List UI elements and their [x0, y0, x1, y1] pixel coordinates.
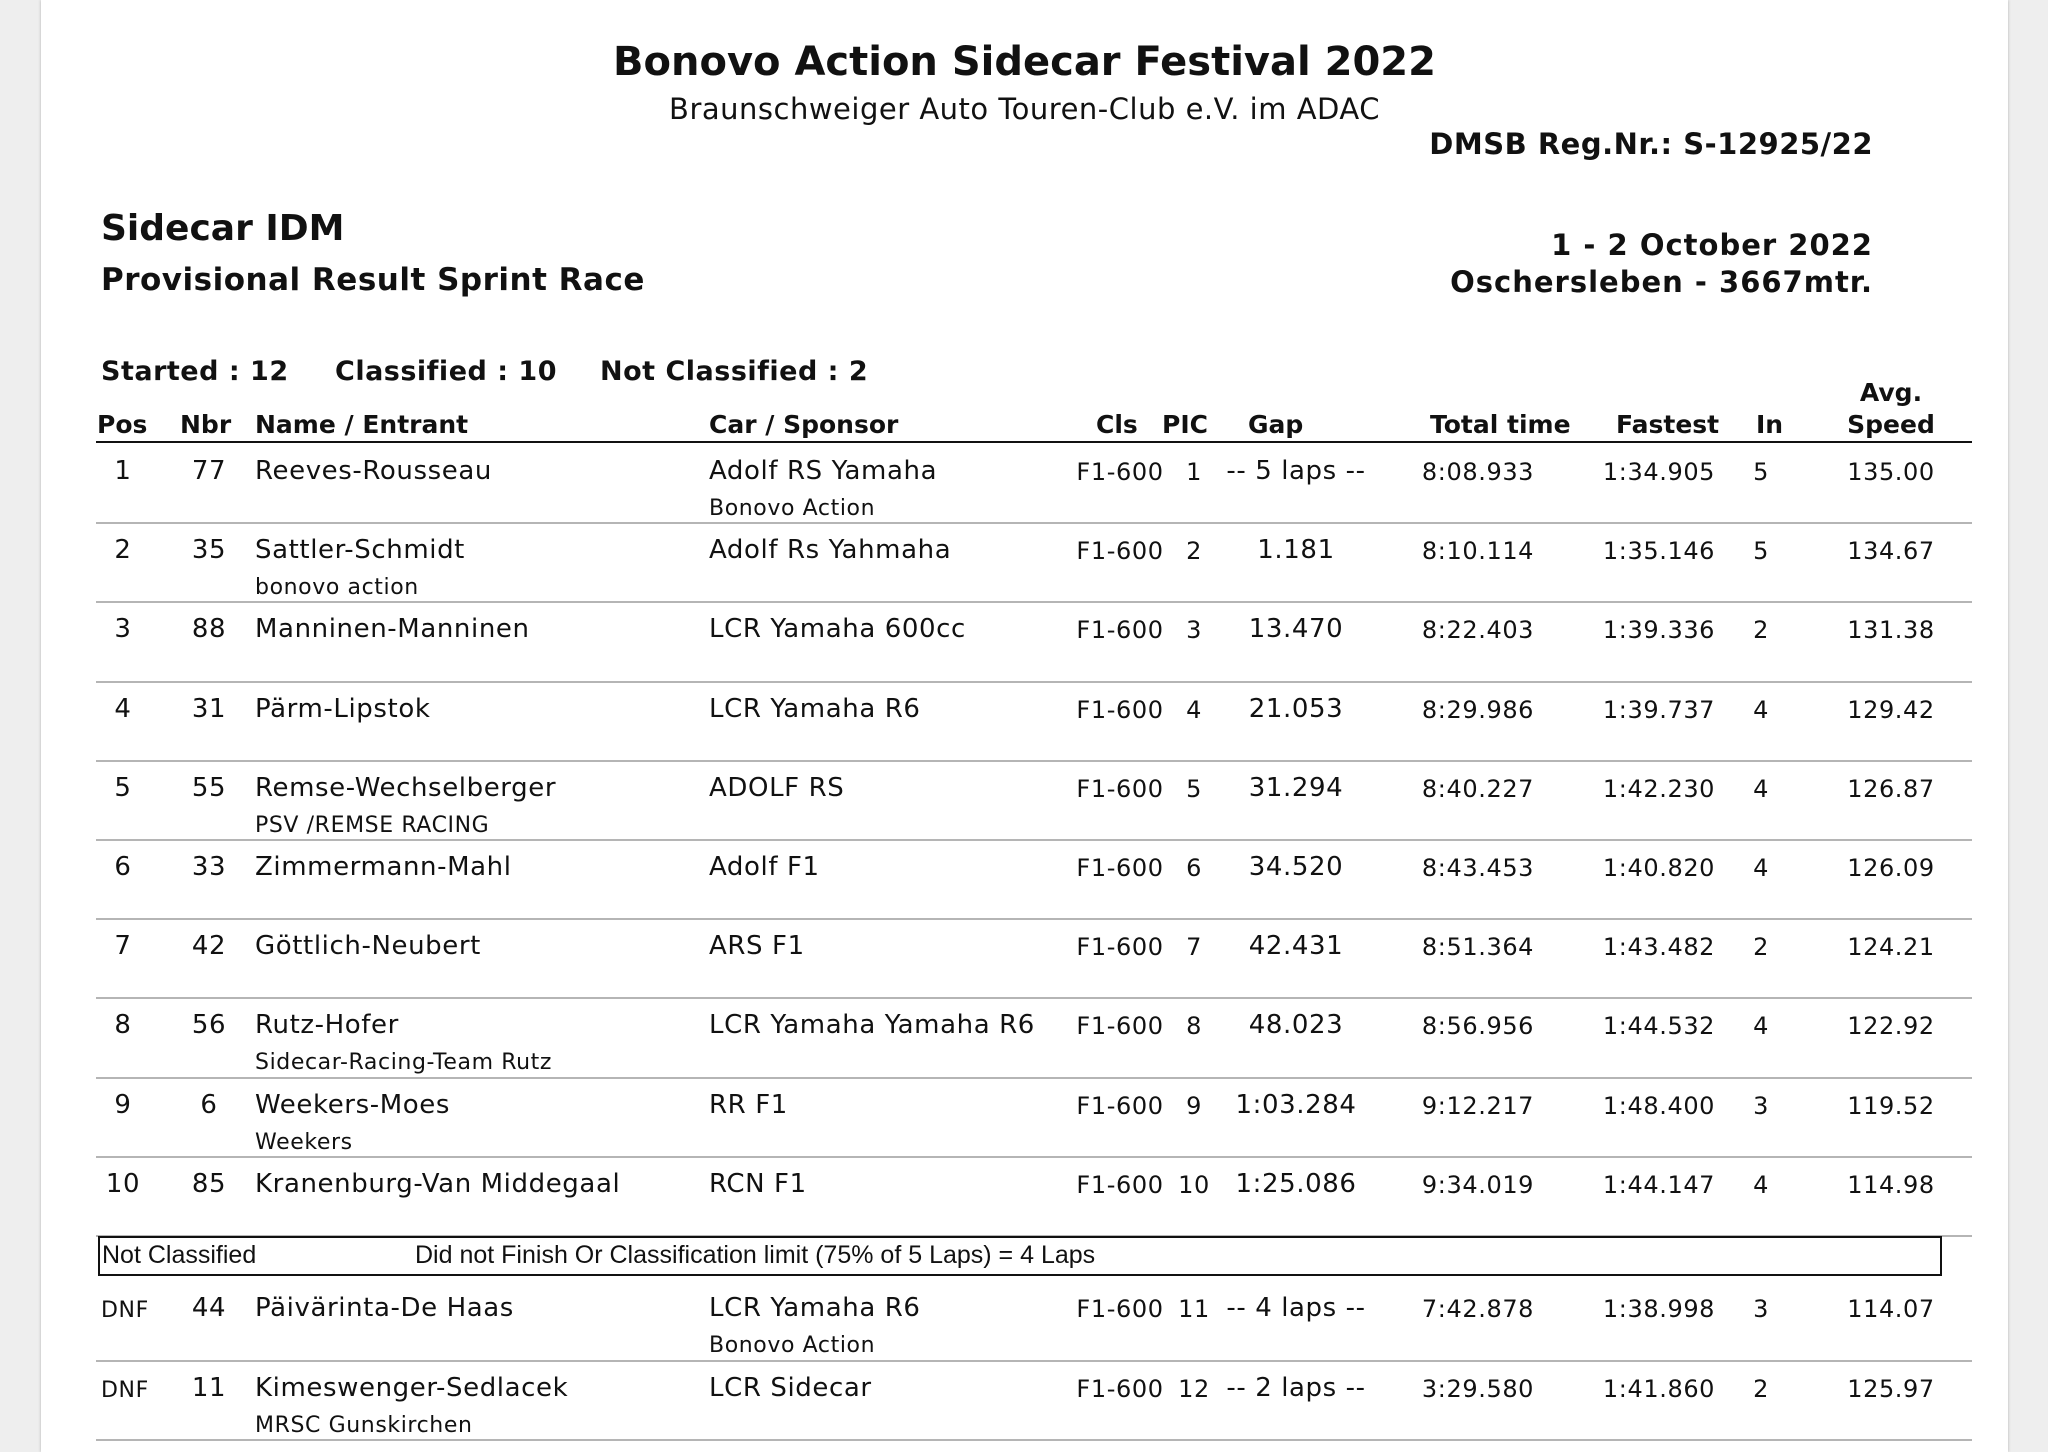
fastest-lap-cell: 1:40.820 [1602, 854, 1716, 882]
number-cell: 44 [191, 1293, 227, 1323]
car-cell: LCR Yamaha 600cc [709, 614, 966, 645]
entrant-cell: Weekers [255, 1129, 353, 1155]
gap-cell: -- 4 laps -- [1226, 1293, 1366, 1323]
name-cell: Remse-Wechselberger [255, 772, 557, 803]
entrant-cell: Sidecar-Racing-Team Rutz [255, 1050, 553, 1076]
fastest-in-lap-cell: 4 [1753, 854, 1769, 882]
entrant-cell: bonovo action [255, 575, 419, 601]
pic-cell: 12 [1178, 1374, 1210, 1403]
name-cell: Weekers-Moes [255, 1089, 451, 1120]
table-row [41, 603, 2008, 682]
car-cell: RCN F1 [709, 1168, 807, 1199]
avg-speed-cell: 131.38 [1847, 616, 1935, 645]
avg-speed-cell: 126.87 [1847, 774, 1935, 803]
position-cell: 2 [114, 535, 132, 566]
car-cell: ADOLF RS [709, 772, 845, 803]
name-cell: Göttlich-Neubert [255, 931, 481, 962]
class-cell: F1-600 [1076, 1295, 1164, 1323]
table-row [41, 445, 2008, 524]
header-car: Car / Sponsor [709, 410, 899, 439]
table-row [41, 920, 2008, 999]
fastest-in-lap-cell: 2 [1753, 616, 1769, 645]
header-in: In [1756, 410, 1784, 439]
event-date: 1 - 2 October 2022 [1551, 228, 1873, 262]
total-time-cell: 8:40.227 [1421, 774, 1535, 803]
table-row [41, 1362, 2008, 1442]
class-cell: F1-600 [1076, 695, 1164, 724]
gap-cell: 21.053 [1248, 693, 1344, 724]
position-cell: 4 [114, 693, 132, 724]
number-cell: 6 [200, 1089, 218, 1120]
fastest-in-lap-cell: 3 [1753, 1295, 1769, 1323]
avg-speed-cell: 114.07 [1847, 1295, 1935, 1323]
position-cell: 6 [114, 852, 132, 882]
fastest-lap-cell: 1:44.147 [1602, 1170, 1716, 1199]
car-cell: Adolf Rs Yahmaha [709, 535, 952, 566]
class-cell: F1-600 [1076, 537, 1164, 566]
car-cell: LCR Yamaha Yamaha R6 [709, 1010, 1035, 1041]
pic-cell: 10 [1178, 1170, 1210, 1199]
fastest-lap-cell: 1:42.230 [1602, 774, 1716, 803]
fastest-lap-cell: 1:39.737 [1602, 695, 1716, 724]
fastest-lap-cell: 1:34.905 [1602, 458, 1716, 486]
header-rule [96, 441, 1972, 443]
number-cell: 88 [191, 614, 227, 645]
table-row [41, 1158, 2008, 1237]
car-cell: LCR Yamaha R6 [709, 693, 921, 724]
pic-cell: 7 [1186, 933, 1202, 962]
registration-number: DMSB Reg.Nr.: S-12925/22 [1429, 127, 1873, 161]
header-nbr: Nbr [180, 410, 232, 439]
header-pic: PIC [1162, 410, 1208, 439]
fastest-in-lap-cell: 4 [1753, 695, 1769, 724]
sponsor-cell: Bonovo Action [709, 1333, 876, 1358]
position-cell: 8 [114, 1010, 132, 1041]
total-time-cell: 8:22.403 [1421, 616, 1535, 645]
number-cell: 42 [191, 931, 227, 962]
header-pos: Pos [97, 410, 148, 439]
pic-cell: 9 [1186, 1091, 1202, 1120]
header-name: Name / Entrant [255, 410, 469, 439]
gap-cell: 13.470 [1248, 614, 1344, 645]
class-cell: F1-600 [1076, 854, 1164, 882]
position-cell: 5 [114, 772, 132, 803]
pic-cell: 5 [1186, 774, 1202, 803]
number-cell: 11 [191, 1372, 227, 1403]
car-cell: LCR Yamaha R6 [709, 1293, 921, 1323]
position-cell: 3 [114, 614, 132, 645]
header-speed: Speed [1847, 410, 1935, 439]
table-row [41, 999, 2008, 1078]
entrant-cell: MRSC Gunskirchen [255, 1412, 473, 1438]
class-cell: F1-600 [1076, 1374, 1164, 1403]
pic-cell: 4 [1186, 695, 1202, 724]
row-divider [96, 1439, 1972, 1441]
entrant-cell: PSV /REMSE RACING [255, 812, 490, 838]
fastest-lap-cell: 1:39.336 [1602, 616, 1716, 645]
number-cell: 35 [191, 535, 227, 566]
name-cell: Päivärinta-De Haas [255, 1293, 514, 1323]
class-cell: F1-600 [1076, 933, 1164, 962]
class-cell: F1-600 [1076, 616, 1164, 645]
number-cell: 33 [191, 852, 227, 882]
header-total-time: Total time [1430, 410, 1571, 439]
table-row [41, 1079, 2008, 1158]
total-time-cell: 7:42.878 [1421, 1295, 1535, 1323]
avg-speed-cell: 129.42 [1847, 695, 1935, 724]
total-time-cell: 9:34.019 [1421, 1170, 1535, 1199]
total-time-cell: 3:29.580 [1421, 1374, 1535, 1403]
position-cell: 9 [114, 1089, 132, 1120]
car-cell: Adolf RS Yamaha [709, 456, 938, 486]
result-title: Provisional Result Sprint Race [101, 262, 645, 298]
name-cell: Zimmermann-Mahl [255, 852, 512, 882]
table-row [41, 1282, 2008, 1362]
total-time-cell: 8:56.956 [1421, 1012, 1535, 1041]
series-title: Sidecar IDM [101, 208, 345, 249]
not-classified-label: Not Classified [102, 1241, 257, 1269]
total-time-cell: 8:29.986 [1421, 695, 1535, 724]
started-count: Started : 12 [101, 356, 289, 387]
name-cell: Reeves-Rousseau [255, 456, 492, 486]
gap-cell: 1:25.086 [1235, 1168, 1357, 1199]
name-cell: Manninen-Manninen [255, 614, 530, 645]
number-cell: 55 [191, 772, 227, 803]
fastest-in-lap-cell: 4 [1753, 1170, 1769, 1199]
header-avg: Avg. [1859, 378, 1923, 407]
gap-cell: 34.520 [1248, 852, 1344, 882]
event-venue: Oschersleben - 3667mtr. [1450, 265, 1873, 299]
event-title: Bonovo Action Sidecar Festival 2022 [613, 39, 1436, 85]
car-cell: Adolf F1 [709, 852, 820, 882]
avg-speed-cell: 119.52 [1847, 1091, 1935, 1120]
position-cell: 10 [105, 1168, 141, 1199]
name-cell: Rutz-Hofer [255, 1010, 399, 1041]
table-row [41, 524, 2008, 603]
name-cell: Sattler-Schmidt [255, 535, 465, 566]
pic-cell: 11 [1178, 1295, 1210, 1323]
avg-speed-cell: 122.92 [1847, 1012, 1935, 1041]
results-page [41, 0, 2008, 1452]
classified-count: Classified : 10 [335, 356, 557, 387]
pic-cell: 2 [1186, 537, 1202, 566]
class-cell: F1-600 [1076, 774, 1164, 803]
not-classified-box [98, 1236, 1942, 1276]
position-cell: DNF [101, 1298, 149, 1323]
table-row [41, 762, 2008, 841]
header-gap: Gap [1248, 410, 1304, 439]
organizer: Braunschweiger Auto Touren-Club e.V. im ADAC [669, 92, 1380, 126]
gap-cell: -- 5 laps -- [1226, 456, 1366, 486]
car-cell: LCR Sidecar [709, 1372, 872, 1403]
fastest-in-lap-cell: 4 [1753, 774, 1769, 803]
number-cell: 31 [191, 693, 227, 724]
gap-cell: 1:03.284 [1235, 1089, 1357, 1120]
car-cell: RR F1 [709, 1089, 788, 1120]
fastest-in-lap-cell: 2 [1753, 1374, 1769, 1403]
fastest-in-lap-cell: 5 [1753, 537, 1769, 566]
class-cell: F1-600 [1076, 458, 1164, 486]
fastest-lap-cell: 1:35.146 [1602, 537, 1716, 566]
pic-cell: 3 [1186, 616, 1202, 645]
table-row [41, 841, 2008, 920]
class-cell: F1-600 [1076, 1091, 1164, 1120]
table-row [41, 683, 2008, 762]
total-time-cell: 8:10.114 [1421, 537, 1535, 566]
avg-speed-cell: 124.21 [1847, 933, 1935, 962]
gap-cell: 42.431 [1248, 931, 1344, 962]
class-cell: F1-600 [1076, 1170, 1164, 1199]
sponsor-cell: Bonovo Action [709, 496, 876, 521]
number-cell: 85 [191, 1168, 227, 1199]
avg-speed-cell: 134.67 [1847, 537, 1935, 566]
fastest-lap-cell: 1:44.532 [1602, 1012, 1716, 1041]
gap-cell: -- 2 laps -- [1226, 1372, 1366, 1403]
car-cell: ARS F1 [709, 931, 805, 962]
total-time-cell: 8:43.453 [1421, 854, 1535, 882]
fastest-in-lap-cell: 3 [1753, 1091, 1769, 1120]
fastest-lap-cell: 1:48.400 [1602, 1091, 1716, 1120]
classification-limit-note: Did not Finish Or Classification limit (75% of 5 Laps) = 4 Laps [415, 1241, 1096, 1269]
avg-speed-cell: 125.97 [1847, 1374, 1935, 1403]
total-time-cell: 9:12.217 [1421, 1091, 1535, 1120]
gap-cell: 1.181 [1257, 535, 1335, 566]
avg-speed-cell: 114.98 [1847, 1170, 1935, 1199]
number-cell: 77 [191, 456, 227, 486]
fastest-in-lap-cell: 4 [1753, 1012, 1769, 1041]
name-cell: Pärm-Lipstok [255, 693, 431, 724]
fastest-in-lap-cell: 5 [1753, 458, 1769, 486]
avg-speed-cell: 135.00 [1847, 458, 1935, 486]
fastest-in-lap-cell: 2 [1753, 933, 1769, 962]
header-fastest: Fastest [1616, 410, 1720, 439]
position-cell: 7 [114, 931, 132, 962]
fastest-lap-cell: 1:41.860 [1602, 1374, 1716, 1403]
fastest-lap-cell: 1:43.482 [1602, 933, 1716, 962]
not-classified-count: Not Classified : 2 [600, 356, 869, 387]
name-cell: Kranenburg-Van Middegaal [255, 1168, 621, 1199]
total-time-cell: 8:51.364 [1421, 933, 1535, 962]
number-cell: 56 [191, 1010, 227, 1041]
avg-speed-cell: 126.09 [1847, 854, 1935, 882]
total-time-cell: 8:08.933 [1421, 458, 1535, 486]
pic-cell: 8 [1186, 1012, 1202, 1041]
class-cell: F1-600 [1076, 1012, 1164, 1041]
position-cell: 1 [114, 456, 132, 486]
fastest-lap-cell: 1:38.998 [1602, 1295, 1716, 1323]
position-cell: DNF [101, 1377, 149, 1403]
gap-cell: 31.294 [1248, 772, 1344, 803]
header-cls: Cls [1096, 410, 1138, 439]
pic-cell: 1 [1186, 458, 1202, 486]
name-cell: Kimeswenger-Sedlacek [255, 1372, 569, 1403]
gap-cell: 48.023 [1248, 1010, 1344, 1041]
pic-cell: 6 [1186, 854, 1202, 882]
